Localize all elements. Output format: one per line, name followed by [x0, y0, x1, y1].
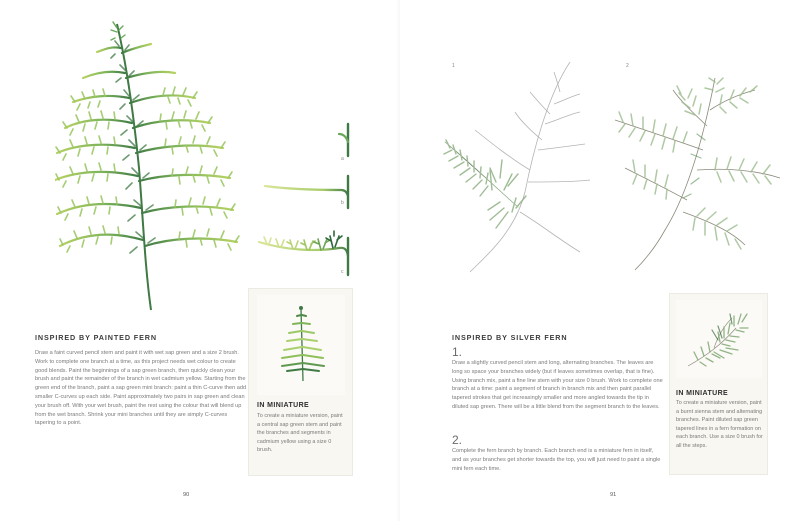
section-body: Draw a faint curved pencil stem and paint it with wet sap green and a size 2 brush. Work to complete one branch at a time, as this project needs wet colour to create good blends. Paint the beginnings of a sap green branch, then quickly clean your brush and paint the remainder of the branch in wet cadmium yellow. Starting from the green end of the branch, paint a sap green mini branch: paint a thin C-curve then add smaller C-curves up each side. Paint approximately two pairs in sap green and clean your brush off. With your wet brush, paint the rest using the colour that will blend up from the wet branch. Shrink your mini branches until they are simply C-curves tapering to a point.: [35, 350, 247, 427]
branch-steps-illustration: [255, 120, 355, 280]
step-number-1: 1.: [452, 345, 463, 359]
miniature-body: To create a miniature version, paint a burnt sienna stem and alternating branches. Paint diluted sap green tapered lines in a fern formation on each branch. Use a size 0 brush for all the steps.: [676, 400, 763, 449]
fern-sketch-icon: [430, 62, 600, 282]
miniature-heading: IN MINIATURE: [257, 402, 310, 409]
step-body-2: Complete the fern branch by branch. Each branch end is a miniature fern in itself, and as your branches get shorter towards the top, you will just need to paint a single mini fern each time.: [452, 448, 661, 472]
step-label-b: b: [341, 200, 344, 206]
right-page: [400, 0, 800, 521]
mini-silver-fern-icon: [676, 300, 762, 378]
miniature-box: [248, 288, 353, 476]
step-label-c: c: [341, 269, 344, 275]
painted-fern-illustration: [55, 18, 245, 313]
section-heading: INSPIRED BY SILVER FERN: [452, 333, 568, 342]
branch-steps-icon: [255, 120, 355, 280]
section-heading: INSPIRED BY PAINTED FERN: [35, 333, 157, 342]
miniature-body: To create a miniature version, paint a central sap green stem and paint the branches and segments in cadmium yellow using a size 0 brush.: [257, 413, 343, 454]
step-label-a: a: [341, 156, 344, 162]
miniature-heading: IN MINIATURE: [676, 390, 729, 397]
step-body-1: Draw a slightly curved pencil stem and long, alternating branches. The leaves are long so space your branches widely (but if leaves sometimes overlap, that is fine). Using branch mix, paint a fine line stem with your size 0 brush. Work to complete one branch at a time: paint a segment of branch in branch mix and then paint parallel tapered strokes that get increasingly smaller and more angled towards the tip in diluted sap green. There will be a little blend from the segment branch to the leaves.: [452, 360, 663, 410]
fern-icon: [55, 18, 245, 313]
miniature-image-card: [676, 300, 762, 378]
page-number: 90: [183, 492, 190, 498]
figure-label-1: 1: [452, 63, 455, 69]
silver-fern-completed-illustration: [595, 70, 790, 280]
miniature-box: [669, 293, 768, 475]
mini-fern-icon: [257, 295, 345, 395]
figure-label-2: 2: [626, 63, 629, 69]
step-number-2: 2.: [452, 433, 463, 447]
miniature-image-card: [257, 295, 345, 395]
silver-fern-step1-illustration: [430, 62, 600, 282]
page-number: 91: [610, 492, 617, 498]
silver-fern-icon: [595, 70, 790, 280]
